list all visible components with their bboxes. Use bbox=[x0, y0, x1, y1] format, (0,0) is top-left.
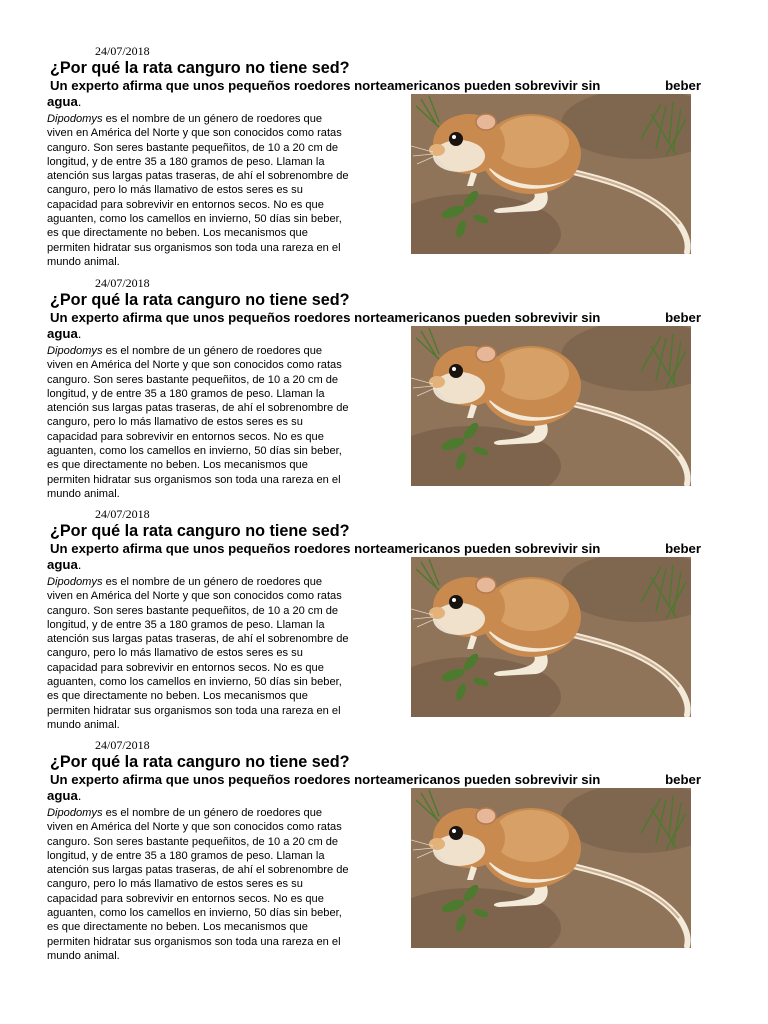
body-line: Dipodomys es el nombre de un género de roedores que bbox=[47, 113, 323, 125]
eye bbox=[449, 826, 463, 840]
ear bbox=[476, 346, 496, 362]
subtitle-end-word: beber bbox=[665, 310, 701, 325]
body-line: canguro, pero lo más llamativo de estos seres es su bbox=[47, 184, 303, 197]
body-line: capacidad para sobrevivir en entornos secos. No es que bbox=[47, 198, 324, 211]
eye bbox=[449, 595, 463, 609]
subtitle-last-word: agua bbox=[47, 326, 78, 341]
body-line: es que directamente no beben. Los mecanismos que bbox=[47, 227, 308, 240]
subtitle-text: Un experto afirma que unos pequeños roedores norteamericanos pueden sobrevivir sin bbox=[50, 772, 601, 787]
article-date: 24/07/2018 bbox=[95, 276, 150, 290]
genus-name: Dipodomys bbox=[47, 807, 103, 819]
article-block bbox=[0, 44, 768, 276]
subtitle-last-word: agua bbox=[47, 788, 78, 803]
ear bbox=[476, 577, 496, 593]
body-line: mundo animal. bbox=[47, 255, 120, 268]
article-title: ¿Por qué la rata canguro no tiene sed? bbox=[50, 522, 350, 540]
body-line: longitud, y de entre 35 a 180 gramos de peso. Llaman la bbox=[47, 155, 325, 168]
body-line: canguro, pero lo más llamativo de estos seres es su bbox=[47, 416, 303, 429]
ear bbox=[476, 808, 496, 824]
body-line: permiten hidratar sus organismos son toda una rareza en el bbox=[47, 704, 341, 717]
article-subtitle: Un experto afirma que unos pequeños roedores norteamericanos pueden sobrevivir sin beber agua. bbox=[47, 541, 701, 572]
ear bbox=[476, 114, 496, 130]
body-line: es que directamente no beben. Los mecanismos que bbox=[47, 690, 308, 703]
body-line: viven en América del Norte y que son conocidos como ratas bbox=[47, 590, 342, 603]
article-title: ¿Por qué la rata canguro no tiene sed? bbox=[50, 291, 350, 309]
body-line: aguanten, como los camellos en invierno, 50 días sin beber, bbox=[47, 907, 342, 920]
article-date: 24/07/2018 bbox=[95, 44, 150, 58]
article-subtitle: Un experto afirma que unos pequeños roedores norteamericanos pueden sobrevivir sin beber agua. bbox=[47, 772, 701, 803]
article-body bbox=[47, 575, 407, 732]
subtitle-end-word: beber bbox=[665, 772, 701, 787]
body-line: atención sus largas patas traseras, de ahí el sobrenombre de bbox=[47, 402, 349, 415]
article-title: ¿Por qué la rata canguro no tiene sed? bbox=[50, 59, 350, 77]
subtitle-last-word: agua bbox=[47, 94, 78, 109]
subtitle-end-word: beber bbox=[665, 78, 701, 93]
subtitle-end-word: beber bbox=[665, 541, 701, 556]
kangaroo-rat-photo bbox=[411, 788, 691, 948]
kangaroo-rat-illustration bbox=[411, 326, 691, 486]
genus-name: Dipodomys bbox=[47, 576, 103, 588]
body-line: aguanten, como los camellos en invierno, 50 días sin beber, bbox=[47, 676, 342, 689]
body-line: canguro, pero lo más llamativo de estos seres es su bbox=[47, 878, 303, 891]
body-line: canguro. Son seres bastante pequeñitos, de 10 a 20 cm de bbox=[47, 141, 339, 154]
body-line: capacidad para sobrevivir en entornos secos. No es que bbox=[47, 892, 324, 905]
kangaroo-rat-photo bbox=[411, 94, 691, 254]
subtitle-text: Un experto afirma que unos pequeños roedores norteamericanos pueden sobrevivir sin bbox=[50, 78, 601, 93]
body-line: canguro, pero lo más llamativo de estos seres es su bbox=[47, 647, 303, 660]
article-title: ¿Por qué la rata canguro no tiene sed? bbox=[50, 753, 350, 771]
body-line: mundo animal. bbox=[47, 949, 120, 962]
article-subtitle: Un experto afirma que unos pequeños roedores norteamericanos pueden sobrevivir sin beber agua. bbox=[47, 310, 701, 341]
article-block bbox=[0, 738, 768, 970]
body-line: permiten hidratar sus organismos son toda una rareza en el bbox=[47, 473, 341, 486]
body-line: capacidad para sobrevivir en entornos secos. No es que bbox=[47, 430, 324, 443]
body-line: permiten hidratar sus organismos son toda una rareza en el bbox=[47, 935, 341, 948]
article-date: 24/07/2018 bbox=[95, 507, 150, 521]
body-line: Dipodomys es el nombre de un género de roedores que bbox=[47, 807, 323, 819]
eye bbox=[449, 364, 463, 378]
article-subtitle: Un experto afirma que unos pequeños roedores norteamericanos pueden sobrevivir sin beber agua. bbox=[47, 78, 701, 109]
kangaroo-rat-photo bbox=[411, 326, 691, 486]
article-date: 24/07/2018 bbox=[95, 738, 150, 752]
body-line: canguro. Son seres bastante pequeñitos, de 10 a 20 cm de bbox=[47, 373, 339, 386]
body-line: canguro. Son seres bastante pequeñitos, de 10 a 20 cm de bbox=[47, 835, 339, 848]
body-line: permiten hidratar sus organismos son toda una rareza en el bbox=[47, 241, 341, 254]
kangaroo-rat-illustration bbox=[411, 788, 691, 948]
body-line: capacidad para sobrevivir en entornos secos. No es que bbox=[47, 661, 324, 674]
body-line: mundo animal. bbox=[47, 718, 120, 731]
body-line: viven en América del Norte y que son conocidos como ratas bbox=[47, 127, 342, 140]
eye bbox=[449, 132, 463, 146]
body-line: atención sus largas patas traseras, de ahí el sobrenombre de bbox=[47, 864, 349, 877]
body-line: atención sus largas patas traseras, de ahí el sobrenombre de bbox=[47, 633, 349, 646]
body-line: longitud, y de entre 35 a 180 gramos de peso. Llaman la bbox=[47, 387, 325, 400]
subtitle-text: Un experto afirma que unos pequeños roedores norteamericanos pueden sobrevivir sin bbox=[50, 310, 601, 325]
body-line: Dipodomys es el nombre de un género de roedores que bbox=[47, 345, 323, 357]
genus-name: Dipodomys bbox=[47, 113, 103, 125]
body-line: es que directamente no beben. Los mecanismos que bbox=[47, 459, 308, 472]
article-body bbox=[47, 344, 407, 501]
article-block bbox=[0, 276, 768, 508]
genus-name: Dipodomys bbox=[47, 345, 103, 357]
body-line: longitud, y de entre 35 a 180 gramos de peso. Llaman la bbox=[47, 618, 325, 631]
article-body bbox=[47, 806, 407, 963]
subtitle-last-word: agua bbox=[47, 557, 78, 572]
body-line: longitud, y de entre 35 a 180 gramos de peso. Llaman la bbox=[47, 849, 325, 862]
body-line: aguanten, como los camellos en invierno, 50 días sin beber, bbox=[47, 445, 342, 458]
kangaroo-rat-illustration bbox=[411, 94, 691, 254]
kangaroo-rat-photo bbox=[411, 557, 691, 717]
kangaroo-rat-illustration bbox=[411, 557, 691, 717]
article-block bbox=[0, 507, 768, 739]
body-line: canguro. Son seres bastante pequeñitos, de 10 a 20 cm de bbox=[47, 604, 339, 617]
body-line: Dipodomys es el nombre de un género de roedores que bbox=[47, 576, 323, 588]
body-line: viven en América del Norte y que son conocidos como ratas bbox=[47, 821, 342, 834]
body-line: atención sus largas patas traseras, de ahí el sobrenombre de bbox=[47, 170, 349, 183]
subtitle-text: Un experto afirma que unos pequeños roedores norteamericanos pueden sobrevivir sin bbox=[50, 541, 601, 556]
body-line: viven en América del Norte y que son conocidos como ratas bbox=[47, 359, 342, 372]
article-body bbox=[47, 112, 407, 269]
body-line: aguanten, como los camellos en invierno, 50 días sin beber, bbox=[47, 213, 342, 226]
body-line: mundo animal. bbox=[47, 487, 120, 500]
body-line: es que directamente no beben. Los mecanismos que bbox=[47, 921, 308, 934]
